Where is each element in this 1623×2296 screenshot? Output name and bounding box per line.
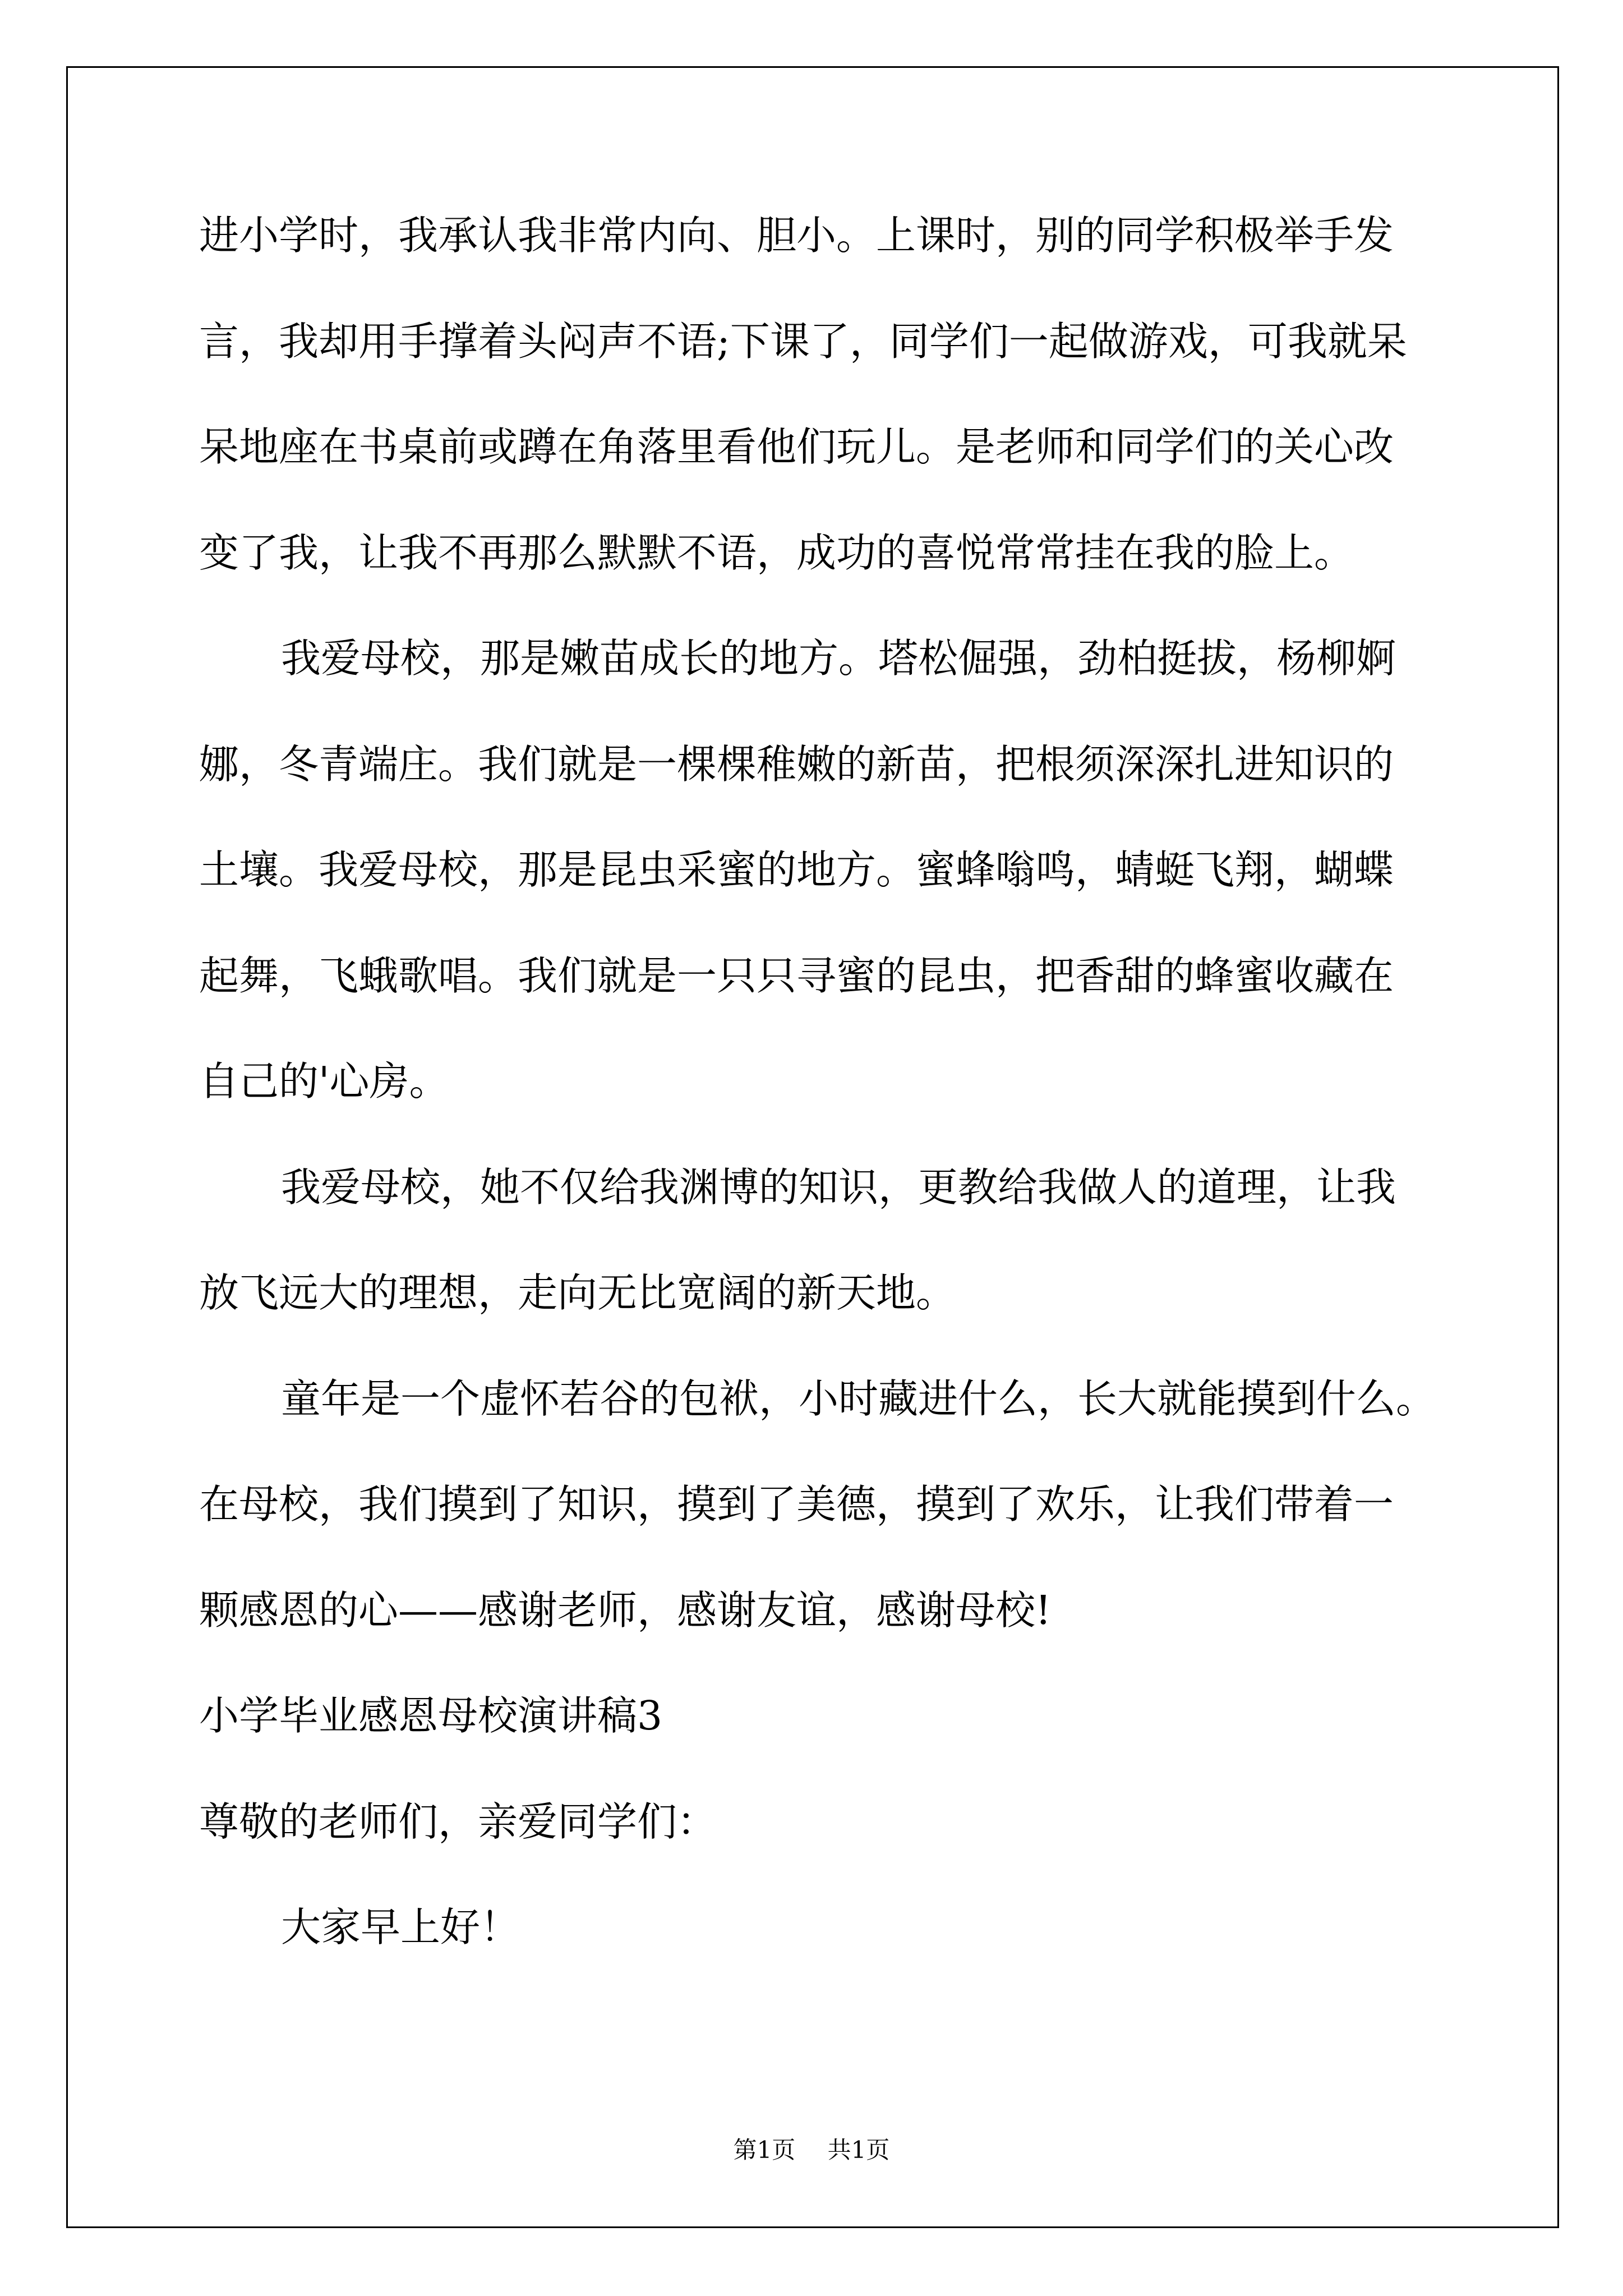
text-line: 娜，冬青端庄。我们就是一棵棵稚嫩的新苗，把根须深深扎进知识的	[199, 740, 1394, 788]
text-line: 颗感恩的心——感谢老师，感谢友谊，感谢母校!	[199, 1586, 1052, 1634]
text-line: 言，我却用手撑着头闷声不语;下课了，同学们一起做游戏，可我就呆	[199, 318, 1407, 365]
greeting: 大家早上好！	[281, 1904, 520, 1950]
text-line: 起舞，飞蛾歌唱。我们就是一只只寻蜜的昆虫，把香甜的蜂蜜收藏在	[199, 952, 1394, 999]
text-line: 呆地座在书桌前或蹲在角落里看他们玩儿。是老师和同学们的关心改	[199, 424, 1394, 470]
text-line: 土壤。我爱母校，那是昆虫采蜜的地方。蜜蜂嗡鸣，蜻蜓飞翔，蝴蝶	[199, 846, 1394, 893]
page-total: 共1页	[827, 2136, 890, 2164]
page-footer	[0, 2132, 1623, 2165]
text-line: 自己的'心房。	[199, 1058, 449, 1105]
text-line: 变了我，让我不再那么默默不语，成功的喜悦常常挂在我的脸上。	[199, 529, 1354, 576]
text-line: 我爱母校，她不仅给我渊博的知识，更教给我做人的道理，让我	[281, 1163, 1396, 1211]
text-line: 我爱母校，那是嫩苗成长的地方。塔松倔强，劲柏挺拔，杨柳婀	[281, 635, 1396, 682]
page-number: 第1页	[733, 2136, 796, 2164]
text-line: 童年是一个虚怀若谷的包袱，小时藏进什么，长大就能摸到什么。	[281, 1375, 1436, 1422]
text-line: 在母校，我们摸到了知识，摸到了美德，摸到了欢乐，让我们带着一	[199, 1481, 1394, 1527]
document-body	[199, 210, 1461, 2008]
text-line: 放飞远大的理想，走向无比宽阔的新天地。	[199, 1269, 956, 1316]
text-line: 进小学时，我承认我非常内向、胆小。上课时，别的同学积极举手发	[199, 212, 1394, 259]
section-heading: 小学毕业感恩母校演讲稿3	[199, 1692, 663, 1739]
salutation: 尊敬的老师们，亲爱同学们：	[199, 1798, 717, 1845]
